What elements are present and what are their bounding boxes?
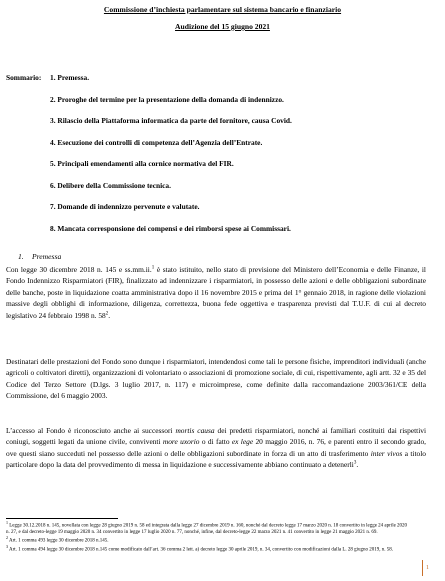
summary-item-text: 2. Proroghe del termine per la presentazione della domanda di indennizzo. [50, 94, 284, 104]
summary-item [6, 138, 426, 148]
italic-term: mortis causa [175, 426, 215, 435]
summary-item-text: 6. Delibere della Commissione tecnica. [50, 180, 171, 190]
footnote-1 [6, 520, 411, 537]
summary-item-text: 7. Domande di indennizzo pervenute e valutate. [50, 202, 200, 211]
summary-item-text: 1. Premessa. [50, 73, 90, 82]
footnote-mark: 1 [6, 520, 8, 525]
summary-item [6, 202, 426, 212]
footnote-ref-2[interactable]: 2 [105, 311, 109, 317]
footnote-mark: 2 [6, 535, 8, 541]
page-number: 1 [426, 565, 429, 571]
paragraph-text: o di fatto [199, 437, 232, 447]
summary-item-text: 4. Esecuzione dei controlli di competenza dell’Agenzia dell’Entrate. [50, 137, 263, 147]
footnote-3 [6, 544, 411, 554]
paragraph-text: . [356, 460, 359, 470]
summary [6, 73, 426, 245]
paragraph-2: Destinatari delle prestazioni del Fondo sono dunque i risparmiatori, intendendosi come tali le persone fisiche, imprenditori individuali (anche agricoli o coltivatori diretti), organizzazioni di volontariato o associazioni di promozione sociale, di cui, rispettivamente, agli artt. 32 e 35 del Codice del Terzo Settore (D.lgs. 3 luglio 2017, n. 117) e microimprese, come definite dalla raccomandazione 2003/361/CE della Commissione, del 6 maggio 2003. [6, 357, 426, 401]
section-heading [18, 252, 61, 261]
paragraph-text: è stato istituito, nello stato di previsione del Ministero dell’Economia e delle Finanze, il Fondo Indennizzo Risparmiatori (FIR), finalizzato ad indennizzare i risparmiatori, in possesso delle azioni e delle obbligazioni subordinate delle banche, poste in liquidazione coatta amministrativa dopo il 16 novembre 2015 e prima del 1° gennaio 2018, in ragione delle violazioni massive degli obblighi di informazione, diligenza, correttezza, buona fede oggettiva e trasparenza previsti dal T.U.F. di cui al decreto legislativo 24 febbraio 1998 n. 58 [6, 265, 426, 320]
footnote-ref-3[interactable]: 3 [353, 460, 357, 466]
summary-item [6, 116, 426, 126]
paragraph-text: dei predetti risparmiatori, nonché ai familiari costituiti dai rispettivi coniugi, soggetti legati da unione civile, conviventi [6, 426, 427, 447]
italic-term: more uxorio [162, 437, 200, 447]
footnote-separator [6, 518, 118, 519]
paragraph-text: 20 maggio 2016, n. 76, e parenti entro il secondo grado, ove questi siano succeduti nel possesso delle azioni o delle obbligazioni subordinate in forza di un atto di trasferimento [6, 437, 427, 458]
summary-item [6, 181, 426, 191]
summary-item-text: 3. Rilascio della Piattaforma informatica da parte del fornitore, causa Covid. [50, 116, 292, 125]
page-number-rule [422, 560, 423, 576]
section-number: 1. [18, 252, 24, 261]
summary-item-text: 8. Mancata corresponsione dei compensi e dei rimborsi spese ai Commissari. [50, 223, 291, 233]
footnotes [6, 520, 411, 556]
footnote-text: Legge 30.12.2018 n. 145, novellata con legge 28 giugno 2019 n. 58 ed integrata dalla legge 27 dicembre 2019 n. 160, nonché dal decreto legge 17 marzo 2020 n. 18 convertito in legge 24 aprile 2020 n. 27, e dal decreto-legge 19 maggio 2020 n. 34 convertito in legge 17 luglio 2020 n. 77, nonché, infine, dal decreto-legge 22 marzo 2021 n. 41 convertito in legge 21 maggio 2021 n. 69. [6, 523, 408, 536]
footnote-mark: 3 [6, 544, 8, 550]
section-title: Premessa [32, 252, 62, 261]
summary-item [6, 95, 426, 105]
summary-item [6, 159, 426, 169]
footnote-text: Art. 1 comma 493 legge 30 dicembre 2018 n.145. [8, 539, 109, 545]
paragraph-text: a titolo particolare dopo la data del provvedimento di messa in liquidazione e successivamente abbiano continuato a detenerli [6, 448, 426, 470]
document-title: Commissione d’inchiesta parlamentare sul sistema bancario e finanziario [103, 5, 342, 14]
summary-item [6, 224, 426, 234]
italic-term: inter vivos [370, 448, 403, 458]
italic-term: ex lege [231, 437, 254, 447]
summary-item-text: 5. Principali emendamenti alla cornice normativa del FIR. [50, 159, 234, 168]
paragraph-3 [6, 425, 426, 471]
footnote-text: Art. 1 comma 494 legge 30 dicembre 2018 n.145 come modificato dall’art. 36 comma 2 lett. a) decreto legge 30 aprile 2019, n. 34, convertito con modificazioni dalla L. 28 giugno 2019, n. 58. [8, 547, 394, 553]
paragraph-text: L’accesso al Fondo è riconosciuto anche ai successori [6, 426, 176, 435]
summary-label: Sommario: [6, 73, 42, 82]
document-subtitle: Audizione del 15 giugno 2021 [175, 22, 270, 31]
footnote-ref-1[interactable]: 1 [151, 265, 155, 271]
footnote-2 [6, 535, 411, 545]
summary-item [6, 73, 426, 83]
paragraph-text: Con legge 30 dicembre 2018 n. 145 e ss.mm.ii. [6, 265, 152, 274]
paragraph-text: . [108, 310, 111, 320]
paragraph-1 [6, 264, 426, 321]
